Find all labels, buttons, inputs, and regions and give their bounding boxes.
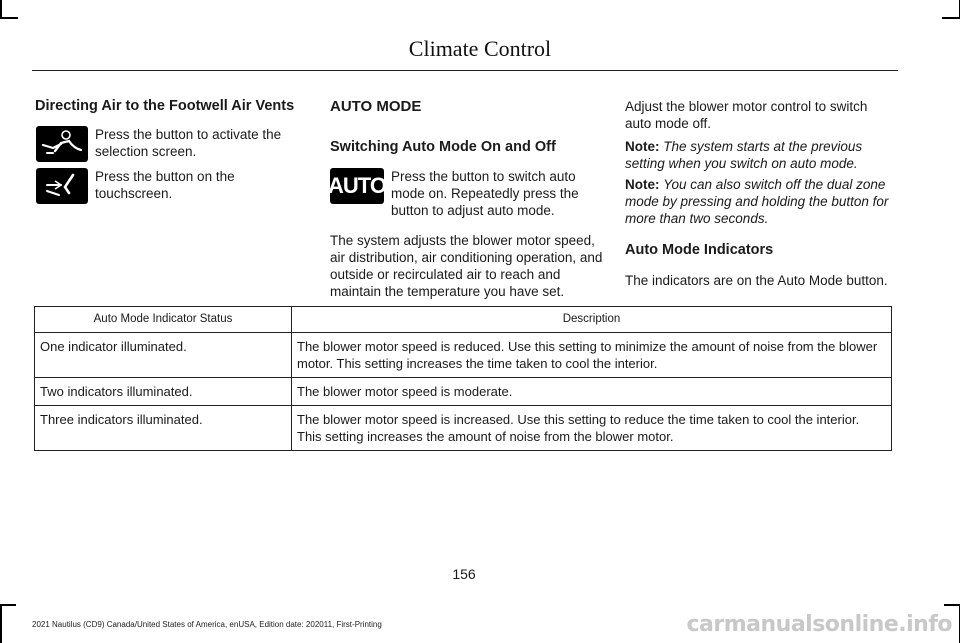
instruction-text: Press the button to switch auto mode on. Repeatedly press the button to adjust auto mode. xyxy=(391,169,579,218)
crop-mark xyxy=(942,17,960,19)
body-paragraph: The system adjusts the blower motor speed, air distribution, air conditioning operation, and outside or recirculated air to reach and maintain the temperature you have set. xyxy=(330,233,603,299)
subsection-heading: Auto Mode Indicators xyxy=(625,242,774,258)
table-cell: The blower motor speed is increased. Use this setting to reduce the time taken to cool the interior. This setting increases the amount of noise from the blower motor. xyxy=(292,406,892,451)
table-cell: One indicator illuminated. xyxy=(35,333,292,378)
crop-mark xyxy=(944,604,960,606)
footwell-air-icon xyxy=(36,168,88,204)
subsection-heading: Switching Auto Mode On and Off xyxy=(330,139,556,155)
column-header: Auto Mode Indicator Status xyxy=(35,307,292,333)
instruction-text: Press the button to activate the selection screen. xyxy=(95,127,282,159)
table-header-row xyxy=(35,307,892,333)
watermark: carmanualsonline.info xyxy=(686,612,952,637)
auto-icon-label: AUTO xyxy=(328,173,386,198)
climate-selection-icon xyxy=(36,126,88,162)
table-cell: The blower motor speed is moderate. xyxy=(292,378,892,406)
table-row xyxy=(35,333,892,378)
page-title: Climate Control xyxy=(408,36,552,61)
header-divider xyxy=(32,70,898,71)
note-text: The system starts at the previous setting when you switch on auto mode. xyxy=(625,139,863,171)
body-paragraph: Adjust the blower motor control to switch auto mode off. xyxy=(625,99,868,131)
auto-button-icon xyxy=(330,168,384,204)
body-paragraph: The indicators are on the Auto Mode button. xyxy=(625,273,888,288)
note-text: You can also switch off the dual zone mode by pressing and holding the button for more than two seconds. xyxy=(625,177,889,226)
crop-mark xyxy=(0,0,2,18)
section-heading: Directing Air to the Footwell Air Vents xyxy=(35,98,295,114)
table-row xyxy=(35,406,892,451)
note-label: Note: xyxy=(625,139,660,154)
instruction-text: Press the button on the touchscreen. xyxy=(95,169,235,201)
crop-mark xyxy=(0,17,18,19)
footer-text: 2021 Nautilus (CD9) Canada/United States of America, enUSA, Edition date: 202011, First-Printing xyxy=(32,620,382,629)
table-row xyxy=(35,378,892,406)
table-cell: Two indicators illuminated. xyxy=(35,378,292,406)
column-header: Description xyxy=(292,307,892,333)
note xyxy=(625,138,895,172)
crop-mark xyxy=(0,605,2,643)
crop-mark xyxy=(0,604,16,606)
note-label: Note: xyxy=(625,177,660,192)
table-cell: Three indicators illuminated. xyxy=(35,406,292,451)
section-heading: AUTO MODE xyxy=(330,98,422,115)
note xyxy=(625,176,895,227)
table-cell: The blower motor speed is reduced. Use this setting to minimize the amount of noise from the blower motor. This setting increases the time taken to cool the interior. xyxy=(292,333,892,378)
page-number: 156 xyxy=(452,566,476,582)
indicator-table xyxy=(34,306,892,451)
